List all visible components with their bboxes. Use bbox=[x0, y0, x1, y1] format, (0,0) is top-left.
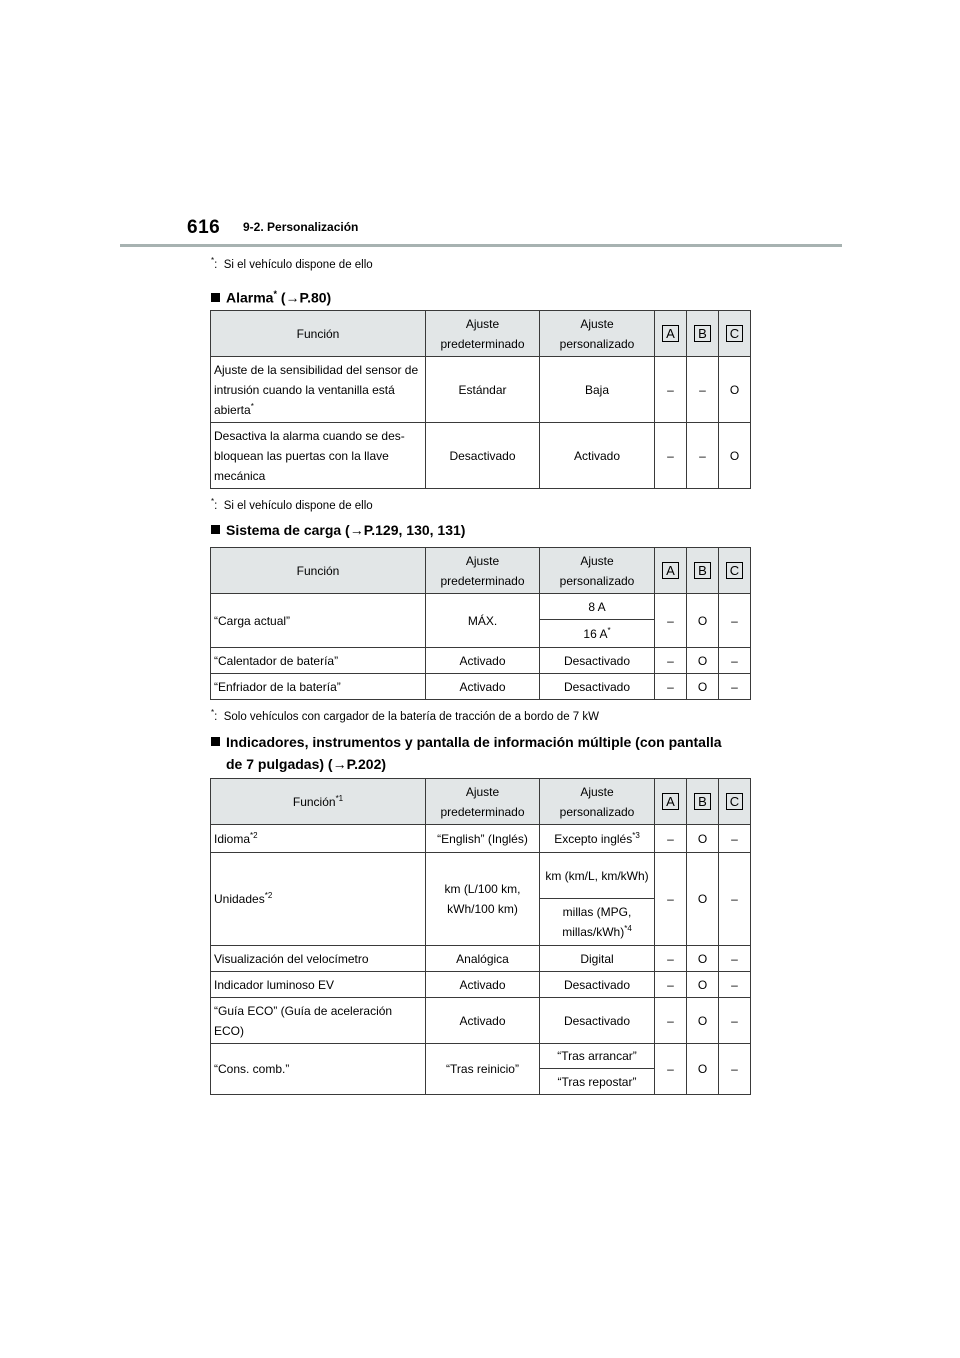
header-default: Ajuste predeterminado bbox=[426, 548, 540, 594]
cell-function: Idioma$^{*2}$ bbox=[211, 825, 426, 853]
cell-default: “English” (Inglés) bbox=[426, 825, 540, 853]
table-row bbox=[211, 853, 751, 899]
bullet-square-icon bbox=[211, 737, 220, 746]
cell-default: Activado bbox=[426, 972, 540, 998]
header-a: A bbox=[655, 548, 687, 594]
table-row bbox=[211, 1044, 751, 1069]
cell-b: O bbox=[687, 648, 719, 674]
cell-a: – bbox=[655, 594, 687, 648]
cell-c: – bbox=[719, 594, 751, 648]
header-default: Ajuste predeterminado bbox=[426, 779, 540, 825]
cell-c: – bbox=[719, 946, 751, 972]
cell-b: O bbox=[687, 594, 719, 648]
cell-default: MÁX. bbox=[426, 594, 540, 648]
cell-function: Desactiva la alarma cuando se des- bloquean las puertas con la llave mecánica bbox=[211, 423, 426, 489]
cell-c: – bbox=[719, 972, 751, 998]
header-c: C bbox=[719, 311, 751, 357]
cell-default: Desactivado bbox=[426, 423, 540, 489]
heading-charge: Sistema de carga (→P.129, 130, 131) bbox=[211, 519, 465, 541]
cell-custom: Excepto inglés$^{*3}$ bbox=[540, 825, 655, 853]
cell-function: “Cons. comb.” bbox=[211, 1044, 426, 1095]
cell-custom: km (km/L, km/kWh) bbox=[540, 853, 655, 899]
cell-function: Indicador luminoso EV bbox=[211, 972, 426, 998]
cell-b: O bbox=[687, 1044, 719, 1095]
cell-a: – bbox=[655, 946, 687, 972]
cell-custom: “Tras arrancar” bbox=[540, 1044, 655, 1069]
section-title: 9-2. Personalización bbox=[243, 220, 359, 234]
cell-a: – bbox=[655, 972, 687, 998]
cell-c: – bbox=[719, 825, 751, 853]
table-row bbox=[211, 998, 751, 1044]
cell-default: Estándar bbox=[426, 357, 540, 423]
cell-b: – bbox=[687, 423, 719, 489]
cell-custom: 16 A* bbox=[540, 620, 655, 648]
table-row bbox=[211, 423, 751, 489]
charge-table bbox=[210, 547, 751, 700]
cell-custom: Desactivado bbox=[540, 648, 655, 674]
cell-default: Activado bbox=[426, 674, 540, 700]
cell-b: – bbox=[687, 357, 719, 423]
table-row bbox=[211, 648, 751, 674]
cell-function: “Guía ECO” (Guía de aceleración ECO) bbox=[211, 998, 426, 1044]
cell-function: Unidades$^{*2}$ bbox=[211, 853, 426, 946]
cell-c: – bbox=[719, 1044, 751, 1095]
header-b: B bbox=[687, 548, 719, 594]
cell-function: Ajuste de la sensibilidad del sensor de intrusión cuando la ventanilla está abierta* bbox=[211, 357, 426, 423]
header-b: B bbox=[687, 311, 719, 357]
cell-a: – bbox=[655, 1044, 687, 1095]
cell-b: O bbox=[687, 853, 719, 946]
cell-a: – bbox=[655, 674, 687, 700]
cell-default: Activado bbox=[426, 998, 540, 1044]
cell-b: O bbox=[687, 946, 719, 972]
footnote-alarm: *: Si el vehículo dispone de ello bbox=[211, 497, 373, 512]
cell-custom: Activado bbox=[540, 423, 655, 489]
cell-custom: “Tras repostar” bbox=[540, 1069, 655, 1095]
page-number: 616 bbox=[187, 217, 221, 238]
cell-c: – bbox=[719, 648, 751, 674]
heading-alarm: Alarma* (→P.80) bbox=[211, 283, 331, 309]
cell-b: O bbox=[687, 674, 719, 700]
cell-c: – bbox=[719, 674, 751, 700]
header-function: Función bbox=[211, 548, 426, 594]
header-b: B bbox=[687, 779, 719, 825]
table-row bbox=[211, 357, 751, 423]
cell-custom: Desactivado bbox=[540, 972, 655, 998]
cell-b: O bbox=[687, 998, 719, 1044]
cell-function: “Enfriador de la batería” bbox=[211, 674, 426, 700]
cell-a: – bbox=[655, 648, 687, 674]
table-row bbox=[211, 946, 751, 972]
table-row bbox=[211, 825, 751, 853]
header-custom: Ajuste personalizado bbox=[540, 548, 655, 594]
footnote-charge: *: Solo vehículos con cargador de la batería de tracción de a bordo de 7 kW bbox=[211, 708, 599, 723]
bullet-square-icon bbox=[211, 525, 220, 534]
meters-table bbox=[210, 778, 751, 1095]
cell-a: – bbox=[655, 998, 687, 1044]
cell-a: – bbox=[655, 423, 687, 489]
cell-function: “Carga actual” bbox=[211, 594, 426, 648]
cell-function: “Calentador de batería” bbox=[211, 648, 426, 674]
header-c: C bbox=[719, 779, 751, 825]
cell-a: – bbox=[655, 357, 687, 423]
alarm-table bbox=[210, 310, 751, 489]
cell-custom: Desactivado bbox=[540, 998, 655, 1044]
cell-default: “Tras reinicio” bbox=[426, 1044, 540, 1095]
cell-custom: Desactivado bbox=[540, 674, 655, 700]
cell-function: Visualización del velocímetro bbox=[211, 946, 426, 972]
header-rule bbox=[120, 244, 842, 247]
cell-custom: millas (MPG, millas/kWh)$^{*4}$ bbox=[540, 899, 655, 946]
bullet-square-icon bbox=[211, 293, 220, 302]
footnote-top: *: Si el vehículo dispone de ello bbox=[211, 256, 373, 271]
header-default: Ajuste predeterminado bbox=[426, 311, 540, 357]
table-row bbox=[211, 594, 751, 620]
cell-a: – bbox=[655, 825, 687, 853]
header-custom: Ajuste personalizado bbox=[540, 311, 655, 357]
cell-c: O bbox=[719, 423, 751, 489]
cell-c: O bbox=[719, 357, 751, 423]
heading-meters: Indicadores, instrumentos y pantalla de información múltiple (con pantalla de 7 pulgadas) (→P.202) bbox=[211, 731, 722, 775]
cell-default: Activado bbox=[426, 648, 540, 674]
cell-custom: 8 A bbox=[540, 594, 655, 620]
cell-c: – bbox=[719, 853, 751, 946]
header-function: Función$^{*1}$ bbox=[211, 779, 426, 825]
table-row bbox=[211, 674, 751, 700]
header-a: A bbox=[655, 779, 687, 825]
cell-custom: Baja bbox=[540, 357, 655, 423]
cell-c: – bbox=[719, 998, 751, 1044]
cell-default: Analógica bbox=[426, 946, 540, 972]
header-function: Función bbox=[211, 311, 426, 357]
cell-b: O bbox=[687, 825, 719, 853]
header-custom: Ajuste personalizado bbox=[540, 779, 655, 825]
cell-b: O bbox=[687, 972, 719, 998]
header-a: A bbox=[655, 311, 687, 357]
cell-default: km (L/100 km, kWh/100 km) bbox=[426, 853, 540, 946]
table-row bbox=[211, 972, 751, 998]
cell-a: – bbox=[655, 853, 687, 946]
header-c: C bbox=[719, 548, 751, 594]
cell-custom: Digital bbox=[540, 946, 655, 972]
